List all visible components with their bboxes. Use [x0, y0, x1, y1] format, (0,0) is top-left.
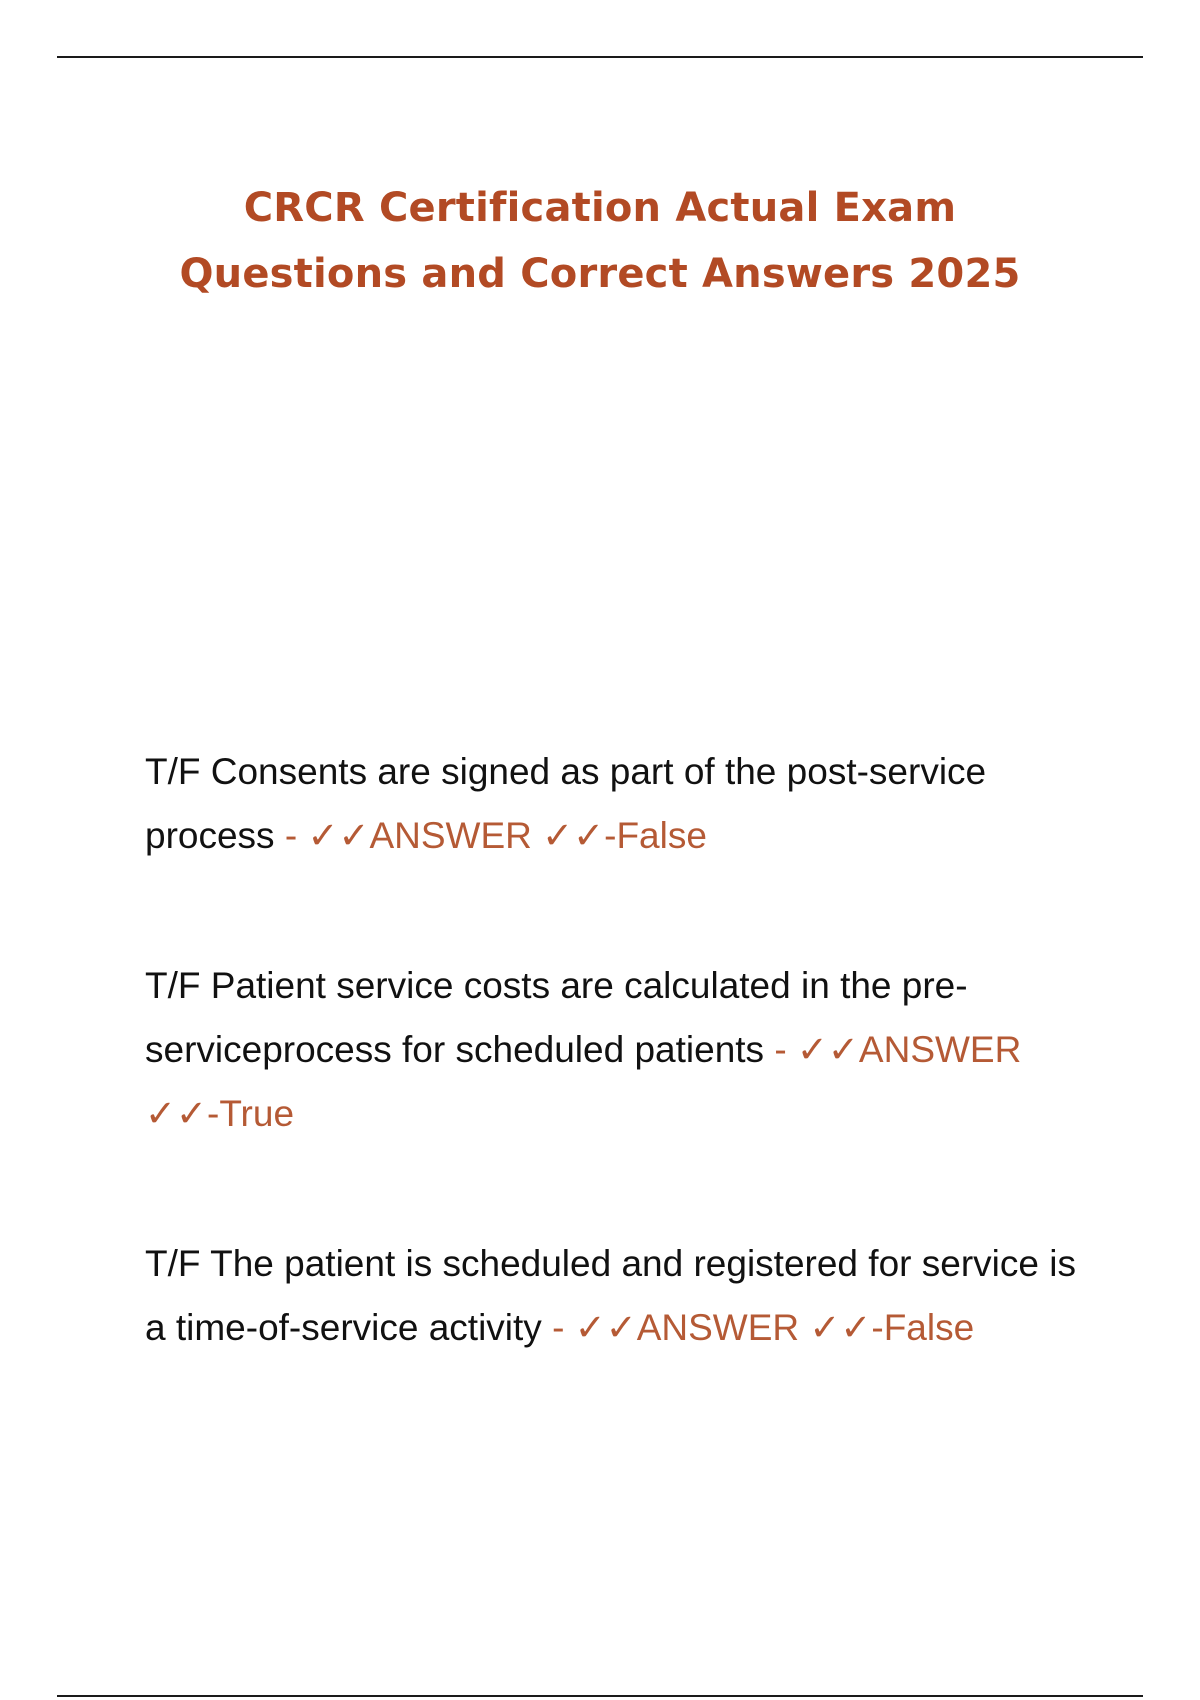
question-item-2	[145, 954, 1105, 1146]
title-line-2: Questions and Correct Answers 2025	[179, 250, 1021, 297]
question-text: T/F Consents are signed as part of the post-service process	[145, 751, 987, 856]
question-item-1	[145, 740, 1105, 868]
document-title	[0, 175, 1200, 307]
header-rule	[57, 56, 1143, 58]
question-item-3	[145, 1232, 1105, 1360]
answer-text: - ✓✓ANSWER ✓✓-False	[274, 815, 707, 856]
title-line-1: CRCR Certification Actual Exam	[243, 184, 957, 231]
answer-text: - ✓✓ANSWER ✓✓-False	[541, 1307, 975, 1348]
answer-text: - ✓✓ANSWER ✓✓-True	[145, 1029, 1022, 1134]
question-text: T/F The patient is scheduled and registered for service is a time-of-service activity	[145, 1243, 1076, 1348]
footer-rule	[57, 1695, 1143, 1697]
question-text: T/F Patient service costs are calculated in the pre-serviceprocess for scheduled patients	[145, 965, 968, 1070]
